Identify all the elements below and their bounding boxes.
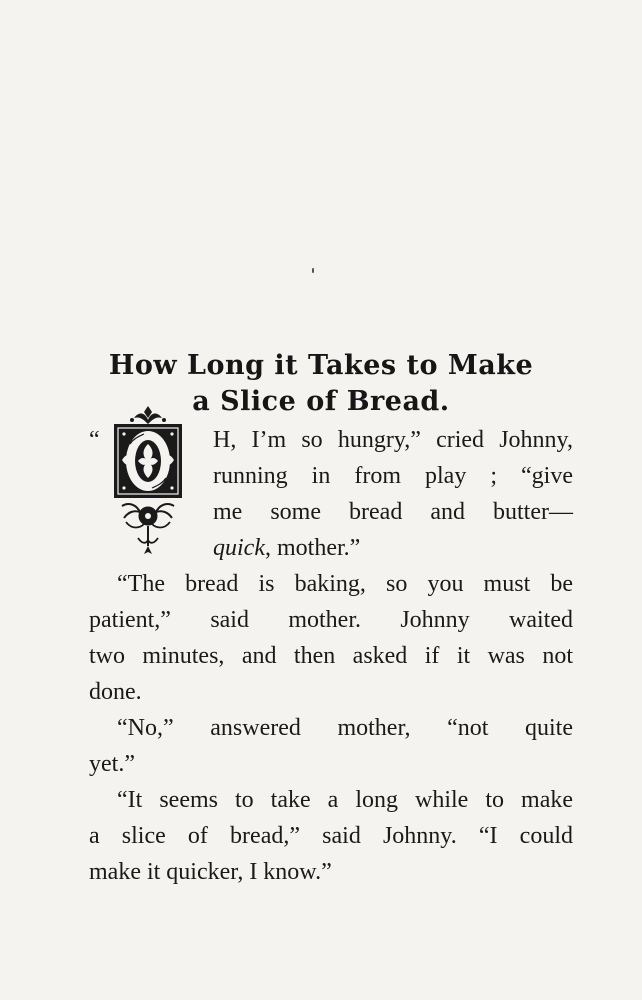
drop-cap-top-ornament bbox=[130, 406, 166, 424]
chapter-title-line-1: How Long it Takes to Make bbox=[108, 350, 534, 382]
ornamental-drop-cap-o bbox=[112, 404, 184, 560]
paragraph-1-text bbox=[213, 422, 573, 566]
paragraph-1-line-4-rest: , mother.” bbox=[264, 535, 361, 561]
paragraph-2-line-3: two minutes, and then asked if it was not bbox=[89, 643, 573, 669]
paragraph-1-line-2: running in from play ; “give bbox=[213, 463, 573, 489]
italic-word-quick: quick bbox=[213, 535, 265, 561]
paragraph-4 bbox=[89, 782, 573, 890]
paragraph-3 bbox=[89, 710, 573, 782]
opening-quote-mark: “ bbox=[89, 427, 100, 453]
chapter-title bbox=[0, 348, 642, 420]
paragraph-3-line-2: yet.” bbox=[89, 751, 135, 777]
page-speck bbox=[312, 268, 314, 273]
paragraph-2-line-2: patient,” said mother. Johnny waited bbox=[89, 607, 573, 633]
paragraph-2-line-4: done. bbox=[89, 679, 142, 705]
paragraph-1-line-4 bbox=[213, 530, 573, 566]
drop-cap-bottom-ornament bbox=[122, 504, 174, 554]
paragraph-4-line-3: make it quicker, I know.” bbox=[89, 859, 332, 885]
paragraph-2-line-1: “The bread is baking, so you must be bbox=[117, 571, 573, 597]
paragraph-2 bbox=[89, 566, 573, 710]
paragraph-1-line-1: H, I’m so hungry,” cried Johnny, bbox=[213, 427, 573, 453]
chapter-title-line-2: a Slice of Bread. bbox=[192, 386, 450, 418]
paragraph-4-line-2: a slice of bread,” said Johnny. “I could bbox=[89, 823, 573, 849]
paragraph-4-line-1: “It seems to take a long while to make bbox=[117, 787, 573, 813]
paragraph-1-line-3: me some bread and butter— bbox=[213, 499, 573, 525]
paragraph-3-line-1: “No,” answered mother, “not quite bbox=[117, 715, 573, 741]
